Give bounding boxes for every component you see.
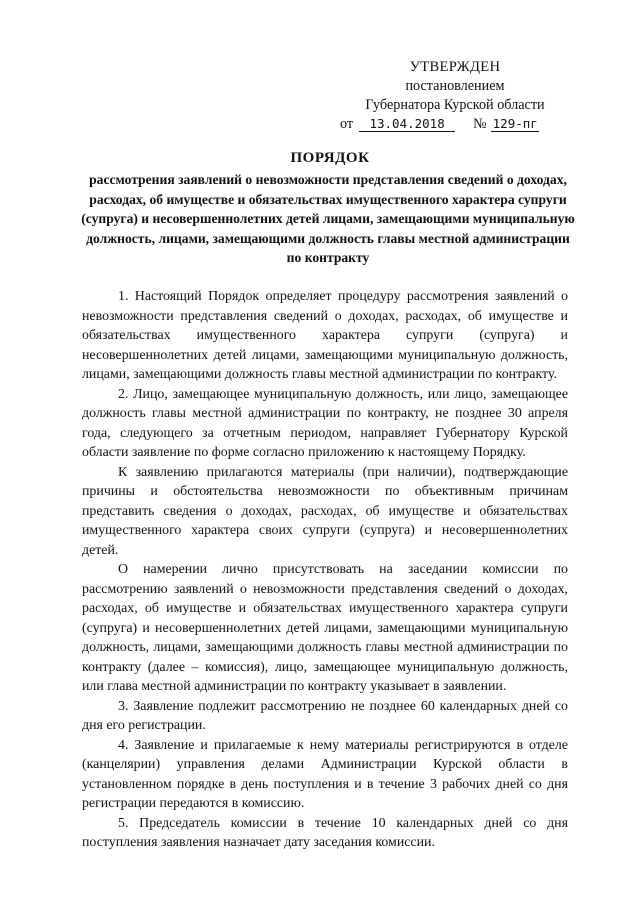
governor-label: Губернатора Курской области: [365, 97, 545, 113]
document-subtitle: рассмотрения заявлений о невозможности представления сведений о доходах, расходах, об имуществе и обязательствах имущественного характера супруги (супруга) и несовершеннолетних детей лицами, замещающими муниципальную должность, лицами, замещающими должность главы местной администрации по контракту: [81, 172, 575, 266]
resolution-date-line: [340, 115, 570, 134]
document-body: [82, 287, 568, 853]
paragraph-1: 1. Настоящий Порядок определяет процедуру рассмотрения заявлений о невозможности представления сведений о доходах, расходах, об имуществе и обязательствах имущественного характера супруги (супруга) и несовершеннолетних детей лицами, замещающими муниципальную должность, лицами, замещающими должность главы местной администрации по контракту.: [82, 289, 568, 382]
date-prefix: от: [340, 116, 354, 132]
paragraph-5: 5. Председатель комиссии в течение 10 календарных дней со дня поступления заявления назначает дату заседания комиссии.: [82, 815, 568, 850]
resolution-label: постановлением: [405, 78, 505, 94]
document-title: ПОРЯДОК: [290, 150, 370, 166]
number-prefix: №: [473, 116, 487, 132]
resolution-date: 13.04.2018: [359, 117, 455, 132]
approval-block: [340, 58, 570, 134]
paragraph-4: 4. Заявление и прилагаемые к нему материалы регистрируются в отделе (канцелярии) управления делами Администрации Курской области в установленном порядке в день поступления и в течение 3 рабочих дней со дня регистрации передаются в комиссию.: [82, 737, 568, 811]
paragraph-2: 2. Лицо, замещающее муниципальную должность, или лицо, замещающее должность главы местной администрации по контракту, не позднее 30 апреля года, следующего за отчетным периодом, направляет Губернатору Курской области заявление по форме согласно приложению к настоящему Порядку.: [82, 386, 568, 460]
resolution-number: 129-пг: [492, 116, 538, 131]
paragraph-3: 3. Заявление подлежит рассмотрению не позднее 60 календарных дней со дня его регистрации.: [82, 698, 568, 733]
paragraph-2-attendance: О намерении лично присутствовать на заседании комиссии по рассмотрению заявлений о невозможности представления сведений о доходах, расходах, об имуществе и обязательствах имущественного характера супруги (супруга) и несовершеннолетних детей лицами, замещающими муниципальную должность, лицами, замещающими должность главы местной администрации по контракту (далее – комиссия), лицо, замещающее муниципальную должность, или глава местной администрации по контракту указывает в заявлении.: [82, 562, 568, 694]
approved-label: УТВЕРЖДЕН: [409, 59, 501, 75]
paragraph-2-attachments: К заявлению прилагаются материалы (при наличии), подтверждающие причины и обстоятельства невозможности по объективным причинам представить сведения о доходах, расходах, об имуществе и обязательствах имущественного характера своих супруги (супруга) и несовершеннолетних детей.: [82, 464, 568, 558]
